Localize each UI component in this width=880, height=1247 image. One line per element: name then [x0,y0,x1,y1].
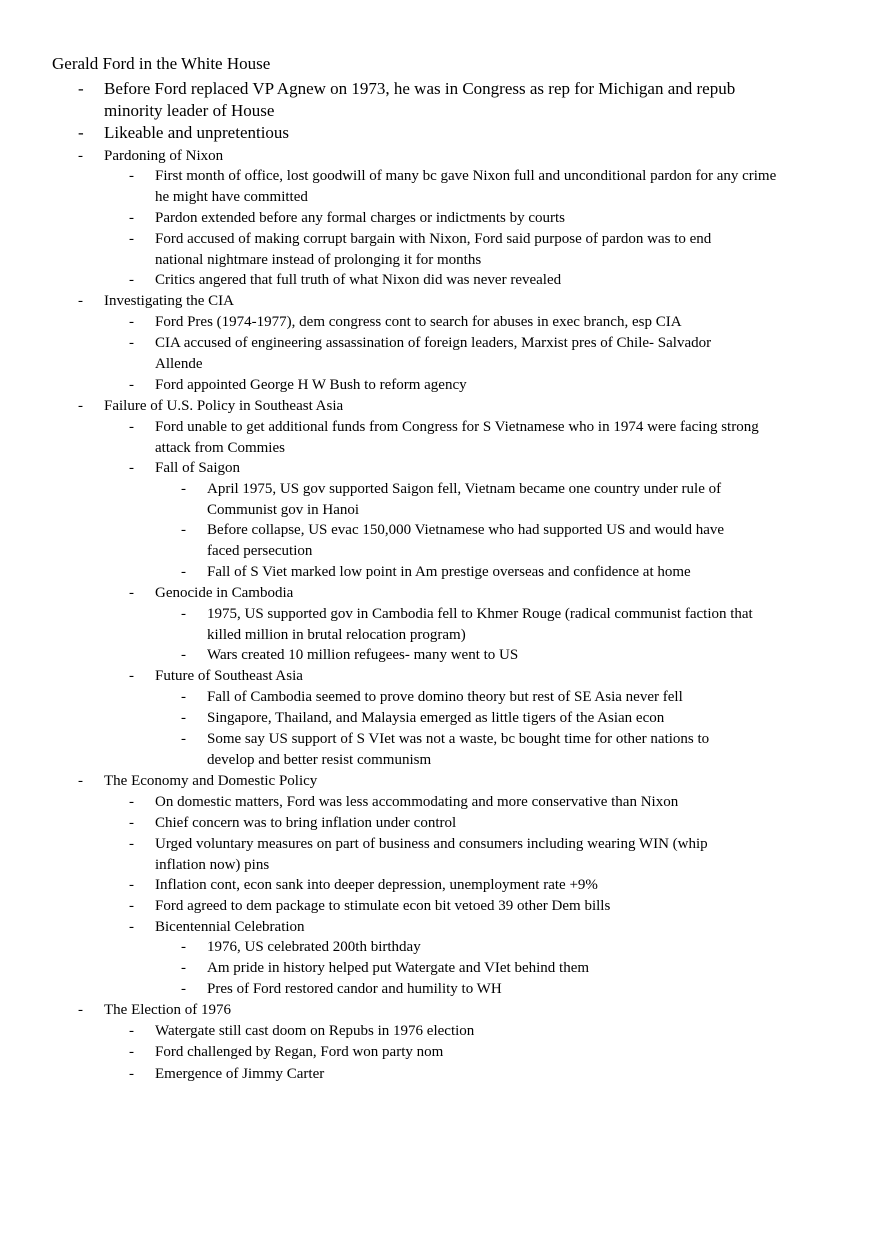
bullet-text: Ford challenged by Regan, Ford won party nom [155,1044,444,1060]
bullet-text: Pardon extended before any formal charges or indictments by courts [155,210,566,226]
bullet-text: Wars created 10 million refugees- many went to US [207,647,519,663]
bullet-dash: - [129,585,134,601]
bullet-text: Before collapse, US evac 150,000 Vietnamese who had supported US and would have faced persecution [207,522,725,559]
bullet-dash: - [129,460,134,476]
bullet-dash: - [129,1066,134,1082]
bullet-dash: - [181,710,186,726]
bullet-text: April 1975, US gov supported Saigon fell, Vietnam became one country under rule of Communist gov in Hanoi [207,481,722,518]
bullet-dash: - [129,377,134,393]
bullet-dash: - [129,877,134,893]
bullet-text: Critics angered that full truth of what Nixon did was never revealed [155,272,562,288]
bullet-text: The Election of 1976 [104,1002,232,1018]
bullet-text: Genocide in Cambodia [155,585,294,601]
bullet-dash: - [78,148,83,164]
bullet-dash: - [181,647,186,663]
bullet-text: First month of office, lost goodwill of many bc gave Nixon full and unconditional pardon for any crime he might have committed [155,168,777,205]
bullet-dash: - [129,898,134,914]
bullet-text: Ford accused of making corrupt bargain with Nixon, Ford said purpose of pardon was to end national nightmare instead of prolonging it for months [155,231,712,268]
bullet-dash: - [129,1044,134,1060]
bullet-dash: - [181,960,186,976]
bullet-dash: - [129,668,134,684]
bullet-dash: - [129,210,134,226]
bullet-dash: - [129,168,134,184]
bullet-text: Chief concern was to bring inflation under control [155,815,457,831]
bullet-dash: - [129,314,134,330]
bullet-dash: - [129,272,134,288]
bullet-text: Before Ford replaced VP Agnew on 1973, he was in Congress as rep for Michigan and repub minority leader of House [104,79,736,120]
bullet-dash: - [181,522,186,538]
bullet-text: Fall of Cambodia seemed to prove domino theory but rest of SE Asia never fell [207,689,683,705]
bullet-dash: - [129,919,134,935]
bullet-dash: - [181,981,186,997]
bullet-text: Watergate still cast doom on Repubs in 1976 election [155,1023,475,1039]
bullet-text: Pres of Ford restored candor and humility to WH [207,981,502,997]
bullet-text: Investigating the CIA [104,293,234,309]
bullet-dash: - [181,481,186,497]
bullet-dash: - [181,606,186,622]
bullet-dash: - [129,794,134,810]
bullet-dash: - [129,335,134,351]
bullet-text: CIA accused of engineering assassination of foreign leaders, Marxist pres of Chile- Salvador Allende [155,335,712,372]
bullet-text: Ford unable to get additional funds from Congress for S Vietnamese who in 1974 were facing strong attack from Commies [155,419,759,456]
bullet-text: Pardoning of Nixon [104,148,224,164]
bullet-text: Likeable and unpretentious [104,123,290,142]
bullet-text: Inflation cont, econ sank into deeper depression, unemployment rate +9% [155,877,598,893]
bullet-dash: - [181,731,186,747]
bullet-text: Urged voluntary measures on part of business and consumers including wearing WIN (whip inflation now) pins [155,836,708,873]
bullet-text: 1975, US supported gov in Cambodia fell to Khmer Rouge (radical communist faction that killed million in brutal relocation program) [207,606,753,643]
bullet-text: Singapore, Thailand, and Malaysia emerged as little tigers of the Asian econ [207,710,665,726]
bullet-text: Ford agreed to dem package to stimulate econ bit vetoed 39 other Dem bills [155,898,611,914]
bullet-text: Failure of U.S. Policy in Southeast Asia [104,398,344,414]
bullet-dash: - [78,293,83,309]
bullet-dash: - [129,419,134,435]
bullet-dash: - [129,815,134,831]
bullet-dash: - [129,1023,134,1039]
bullet-dash: - [129,231,134,247]
bullet-text: The Economy and Domestic Policy [104,773,318,789]
bullet-dash: - [129,836,134,852]
bullet-text: Ford appointed George H W Bush to reform agency [155,377,467,393]
bullet-dash: - [181,939,186,955]
bullet-text: Ford Pres (1974-1977), dem congress cont to search for abuses in exec branch, esp CIA [155,314,682,330]
bullet-text: Emergence of Jimmy Carter [155,1066,325,1082]
bullet-text: Fall of S Viet marked low point in Am prestige overseas and confidence at home [207,564,691,580]
bullet-dash: - [181,564,186,580]
bullet-text: Some say US support of S VIet was not a waste, bc bought time for other nations to develop and better resist communism [207,731,710,768]
bullet-dash: - [78,1002,83,1018]
bullet-dash: - [78,398,83,414]
bullet-text: Bicentennial Celebration [155,919,305,935]
bullet-text: 1976, US celebrated 200th birthday [207,939,421,955]
bullet-text: Future of Southeast Asia [155,668,303,684]
bullet-dash: - [181,689,186,705]
bullet-dash: - [78,123,84,142]
bullet-text: Fall of Saigon [155,460,240,476]
page-title: Gerald Ford in the White House [52,54,271,73]
bullet-text: On domestic matters, Ford was less accommodating and more conservative than Nixon [155,794,679,810]
bullet-dash: - [78,79,84,98]
bullet-text: Am pride in history helped put Watergate and VIet behind them [207,960,590,976]
bullet-dash: - [78,773,83,789]
